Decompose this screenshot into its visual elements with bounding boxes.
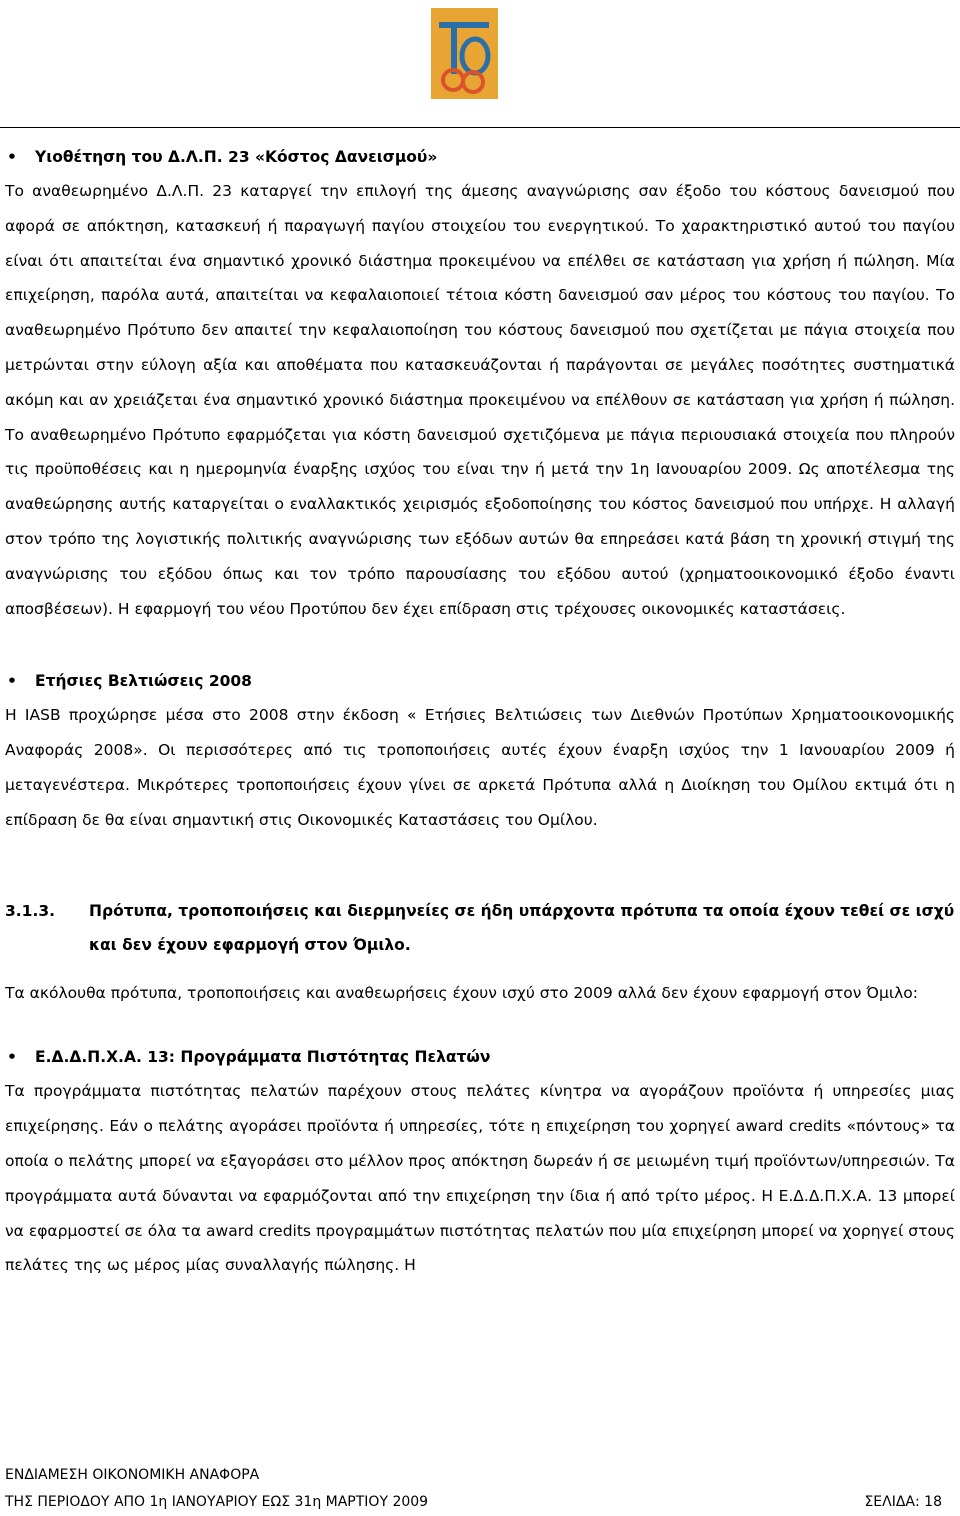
bullet-icon: • bbox=[7, 672, 17, 691]
section-3-1-3-heading bbox=[5, 894, 955, 962]
footer-report-title-line: ΕΝΔΙΑΜΕΣΗ ΟΙΚΟΝΟΜΙΚΗ ΑΝΑΦΟΡΑ bbox=[5, 1467, 260, 1483]
ifric13-heading bbox=[5, 1040, 955, 1074]
section-title: Πρότυπα, τροποποιήσεις και διερμηνείες σε ήδη υπάρχοντα πρότυπα τα οποία έχουν τεθεί σε ισχύ και δεν έχουν εφαρμογή στον Όμιλο. bbox=[89, 901, 955, 954]
improvements-heading bbox=[5, 664, 955, 698]
section-number: 3.1.3. bbox=[5, 901, 56, 920]
improvements-paragraph: Η IASB προχώρησε μέσα στο 2008 στην έκδοση « Ετήσιες Βελτιώσεις των Διεθνών Προτύπων Χρηματοοικονομικής Αναφοράς 2008». Οι περισσότερες από τις τροποποιήσεις αυτές έχουν έναρξη ισχύος την 1 Ιανουαρίου 2009 ή μεταγενέστερα. Μικρότερες τροποποιήσεις έχουν γίνει σε αρκετά Πρότυπα αλλά η Διοίκηση του Ομίλου εκτιμά ότι η επίδραση δε θα είναι σημαντική στις Οικονομικές Καταστάσεις του Ομίλου. bbox=[5, 706, 955, 829]
ifric13-paragraph: Τα προγράμματα πιστότητας πελατών παρέχουν στους πελάτες κίνητρα να αγοράζουν προϊόντα ή υπηρεσίες μιας επιχείρησης. Εάν ο πελάτης αγοράσει προϊόντα ή υπηρεσίες, τότε η επιχείρηση του χορηγεί award credits «πόντους» τα οποία ο πελάτης μπορεί να εξαγοράσει στο μέλλον προς απόκτηση δωρεάν ή σε μειωμένη τιμή προϊόντων/υπηρεσιών. Τα προγράμματα αυτά δύνανται να εφαρμόζονται από την επιχείρηση την ίδια ή από τρίτο μέρος. Η Ε.Δ.Δ.Π.Χ.Α. 13 μπορεί να εφαρμοστεί σε όλα τα award credits προγραμμάτων πιστότητας πελατών που μία επιχείρηση μπορεί να χορηγεί στους πελάτες της ως μέρος μίας συναλλαγής πώλησης. Η bbox=[5, 1082, 955, 1275]
ias23-heading bbox=[5, 140, 955, 174]
ias23-heading-text: Υιοθέτηση του Δ.Λ.Π. 23 «Κόστος Δανεισμού» bbox=[35, 148, 438, 166]
header-divider bbox=[0, 127, 960, 128]
ias23-paragraph: Το αναθεωρημένο Δ.Λ.Π. 23 καταργεί την επιλογή της άμεσης αναγνώρισης σαν έξοδο του κόστους δανεισμού που αφορά σε απόκτηση, κατασκευή ή παραγωγή παγίου στοιχείου του ενεργητικού. Το χαρακτηριστικό αυτού του παγίου είναι ότι απαιτείται ένα σημαντικό χρονικό διάστημα προκειμένου να επέλθει σε κατάσταση για χρήση ή πώληση. Μία επιχείρηση, παρόλα αυτά, απαιτείται να κεφαλαιοποιεί τέτοια κόστη δανεισμού σαν μέρος του κόστους του παγίου. Το αναθεωρημένο Πρότυπο δεν απαιτεί την κεφαλαιοποίηση του κόστους δανεισμού που σχετίζεται με πάγια στοιχεία που μετρώνται στην εύλογη αξία και αποθέματα που κατασκευάζονται ή παράγονται σε μεγάλες ποσότητες συστηματικά ακόμη και αν χρειάζεται ένα σημαντικό χρονικό διάστημα προκειμένου να επέλθουν σε κατάσταση για χρήση ή πώληση. Το αναθεωρημένο Πρότυπο εφαρμόζεται για κόστη δανεισμού σχετιζόμενα με πάγια περιουσιακά στοιχεία που πληρούν τις προϋποθέσεις και η ημερομηνία έναρξης ισχύος του είναι την ή μετά την 1η Ιανουαρίου 2009. Ως αποτέλεσμα της αναθεώρησης αυτής καταργείται ο εναλλακτικός χειρισμός εξοδοποίησης του κόστος δανεισμού που υπήρχε. Η αλλαγή στον τρόπο της λογιστικής πολιτικής αναγνώρισης των εξόδων αυτών θα επηρεάσει κατά βάση τη χρονική στιγμή της αναγνώρισης του εξόδου όπως και τον τρόπο παρουσίασης του εξόδου αυτού (χρηματοοικονομικό έξοδο έναντι αποσβέσεων). Η εφαρμογή του νέου Προτύπου δεν έχει επίδραση στις τρέχουσες οικονομικές καταστάσεις. bbox=[5, 182, 955, 618]
improvements-heading-text: Ετήσιες Βελτιώσεις 2008 bbox=[35, 672, 252, 691]
bullet-icon: • bbox=[7, 1048, 17, 1067]
footer-page-number: ΣΕΛΙΔΑ: 18 bbox=[864, 1494, 942, 1510]
company-logo-icon bbox=[431, 8, 498, 99]
bullet-icon: • bbox=[7, 148, 17, 166]
document-body bbox=[5, 140, 955, 1283]
section-intro-paragraph: Τα ακόλουθα πρότυπα, τροποποιήσεις και αναθεωρήσεις έχουν ισχύ στο 2009 αλλά δεν έχουν εφαρμογή στον Όμιλο: bbox=[5, 983, 918, 1002]
footer-period: ΤΗΣ ΠΕΡΙΟΔΟΥ ΑΠΟ 1η ΙΑΝΟΥΑΡΙΟΥ ΕΩΣ 31η ΜΑΡΤΙΟΥ 2009 bbox=[5, 1494, 429, 1510]
ifric13-heading-text: Ε.Δ.Δ.Π.Χ.Α. 13: Προγράμματα Πιστότητας Πελατών bbox=[35, 1048, 491, 1067]
